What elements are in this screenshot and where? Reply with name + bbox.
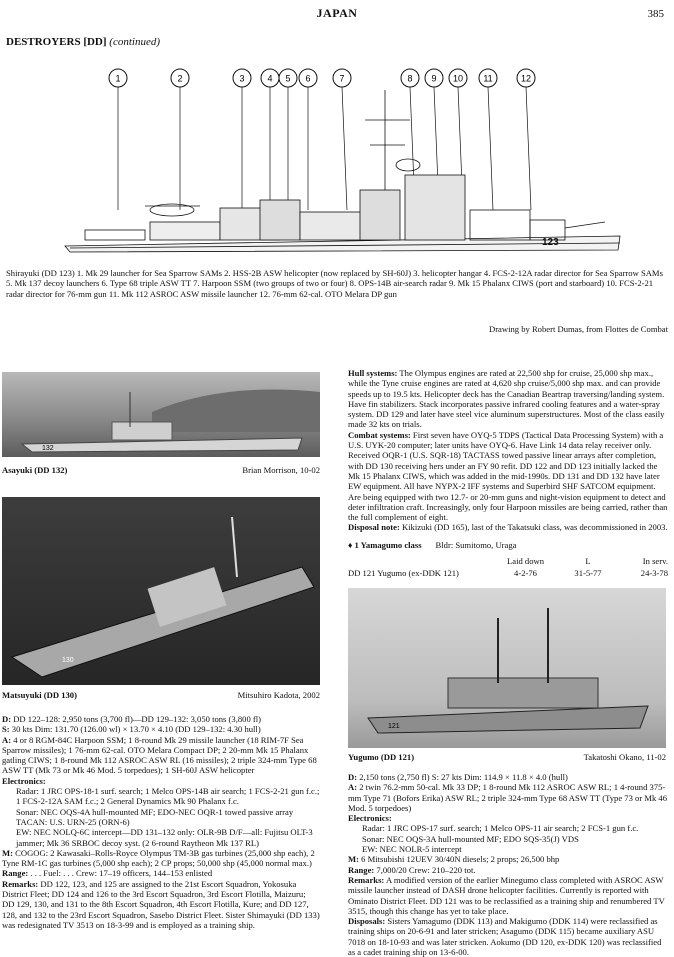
spec-text: . . . Fuel: . . . Crew: 17–19 officers, 144–153 enlisted bbox=[28, 868, 213, 879]
spec-text: 7,000/20 Crew: 210–220 tot. bbox=[374, 864, 476, 875]
spec-text: DD 122, 123, and 125 are assigned to the 21st Escort Squadron, Yokosuka District Fleet; DD 124 and 126 to the 3rd Escort Squadron, 3rd Escort Flotilla, Maizuru; DD 129, 130, and 131 to the 8th Escort Squadron, 4th Escort Flotilla, Kure; and DD 127, 128, and 132 to the 23rd Escort Squadron, Sasebo District Fleet. Sister Shimayuki (DD 133) was redesignated TV 3513 on 18-3-99 and is employed as a training ship. bbox=[2, 878, 320, 930]
spec-text: COGOG: 2 Kawasaki–Rolls-Royce Olympus TM-3B gas turbines (25,000 shp each), 2 Tyne RM-1C gas turbines (5,000 shp each); 2 CP props; 50,000 shp (45,000 normal max.) bbox=[2, 847, 315, 869]
spec-text: 6 Mitsubishi 12UEV 30/40N diesels; 2 props; 26,500 bhp bbox=[358, 854, 560, 865]
spec-paragraph bbox=[362, 844, 668, 854]
callout-number: 6 bbox=[305, 73, 311, 84]
asayuki-caption: Asayuki (DD 132) bbox=[2, 465, 68, 475]
matsuyuki-credit: Mitsuhiro Kadota, 2002 bbox=[237, 690, 320, 700]
section-title: DESTROYERS [DD] bbox=[6, 36, 107, 48]
svg-text:132: 132 bbox=[42, 445, 54, 452]
spec-label: Hull systems: bbox=[348, 368, 398, 378]
spec-text: 30 kts Dim: 131.70 (126.00 wl) × 13.70 × 4.10 (DD 129–132: 4.30 hull) bbox=[9, 724, 261, 735]
yugumo-photo bbox=[348, 588, 666, 748]
destroyer-specs-right bbox=[348, 368, 668, 533]
asayuki-credit: Brian Morrison, 10-02 bbox=[242, 465, 320, 475]
spec-text: The Olympus engines are rated at 22,500 shp for cruise, 25,000 shp max., while the Tyne cruise engines are rated at 4,620 shp cruise/5,000 shp max. and can provide speeds up to 19.5 kts. Helicopter deck has the Canadian Beartrap traversing/landing system. Have fin stabilizers. Stack incorporates passive infrared cooling features and a water-spray system. DD 129 and later have steel vice aluminum superstructures. Most of the class easily made 32 kts on trials. bbox=[348, 368, 665, 430]
spec-paragraph bbox=[348, 813, 668, 823]
spec-text: 2 twin 76.2-mm 50-cal. Mk 33 DP; 1 8-round Mk 112 ASROC ASW RL; 1 4-round 375-mm Type 71 (Bofors Erika) ASW RL; 2 triple 324-mm Type 68 ASW TT (Type 73 or Mk 46 Mod. 5 torpedoes) bbox=[348, 782, 668, 813]
spec-label: A: bbox=[348, 782, 358, 793]
matsuyuki-photo bbox=[2, 497, 320, 685]
spec-text: TACAN: U.S. URN-25 (ORN-6) bbox=[16, 816, 130, 827]
spec-paragraph bbox=[2, 868, 320, 878]
asayuki-silhouette bbox=[2, 372, 320, 457]
spec-paragraph bbox=[348, 854, 668, 864]
spec-label: S: bbox=[2, 724, 10, 735]
callout-number: 2 bbox=[177, 73, 183, 84]
drawing-credit: Drawing by Robert Dumas, from Flottes de Combat bbox=[488, 324, 668, 334]
ship-profile-drawing bbox=[60, 60, 640, 260]
spec-paragraph bbox=[16, 817, 320, 827]
callout-number: 4 bbox=[267, 73, 273, 84]
spec-paragraph bbox=[362, 834, 668, 844]
spec-label: Remarks: bbox=[2, 878, 39, 889]
table-row: DD 121 Yugumo (ex-DDK 121) 4-2-76 31-5-77 24-3-78 bbox=[348, 568, 668, 578]
matsuyuki-silhouette bbox=[2, 497, 320, 685]
svg-text:130: 130 bbox=[62, 657, 74, 664]
spec-text: Sisters Yamagumo (DDK 113) and Makigumo (DDK 114) were reclassified as training ships on 20-6-91 and later stricken; Asagumo (DDK 115) became auxiliary ASU 7018 on 18-10-93 and was later stricken. Aokumo (DD 120, ex-DDK 120) was reclassified as a cadet training ship on 13-6-00. bbox=[348, 916, 662, 957]
callout-number: 9 bbox=[431, 73, 437, 84]
callout-number: 7 bbox=[339, 73, 345, 84]
spec-label: Electronics: bbox=[348, 813, 392, 824]
section-note: (continued) bbox=[109, 36, 160, 48]
page-running-title: JAPAN bbox=[316, 6, 358, 20]
yamagumo-table: Laid down L In serv. DD 121 Yugumo (ex-DDK 121) 4-2-76 31-5-77 24-3-78 bbox=[348, 556, 668, 578]
yugumo-caption: Yugumo (DD 121) bbox=[348, 752, 415, 762]
spec-paragraph bbox=[348, 430, 668, 523]
spec-text: First seven have OYQ-5 TDPS (Tactical Data Processing System) with a U.S. UYK-20 computer; later units have OYQ-6. Have Link 14 data relay receiver only. Received OQR-1 (U.S. SQR-18) TACTASS towed passive linear arrays after completion, with DD 130 receiving hers under an FY 90 refit. DD 122 and DD 123 initially lacked the Mk 15 Phalanx CIWS, which was added in the mid-1990s. DD 131 and DD 132 have later EW equipment. All have NYPX-2 IFF systems and Superbird SHF SATCOM equipment. Are being equipped with two 12.7- or 20-mm guns and night-vision equipment to detect and deter infiltration craft. Increasingly, only four Harpoon missiles are being carried, rather than the full complement of eight. bbox=[348, 429, 668, 523]
spec-paragraph bbox=[348, 368, 668, 430]
spec-label: A: bbox=[2, 734, 12, 745]
spec-text: Sonar: NEC OQS-4A hull-mounted MF; EDO-NEC OQR-1 towed passive array bbox=[16, 806, 294, 817]
spec-text: Sonar: NEC OQS-3A hull-mounted MF; EDO SQS-35(J) VDS bbox=[362, 833, 579, 844]
matsuyuki-caption: Matsuyuki (DD 130) bbox=[2, 690, 77, 700]
callout-number: 11 bbox=[483, 73, 493, 84]
spec-text: EW: NEC NOLQ-6C intercept—DD 131–132 only: OLR-9B D/F—all: Fujitsu OLT-3 jammer; Mk 36 SRBOC decoy syst. (2 6-round Raytheon Mk 137 RL) bbox=[16, 827, 313, 848]
yamagumo-specs bbox=[348, 772, 668, 957]
svg-text:121: 121 bbox=[388, 723, 400, 730]
spec-paragraph bbox=[2, 735, 320, 776]
asayuki-photo bbox=[2, 372, 320, 457]
spec-paragraph bbox=[2, 776, 320, 786]
spec-paragraph bbox=[16, 827, 320, 848]
spec-text: 2,150 tons (2,750 fl) S: 27 kts Dim: 114.9 × 11.8 × 4.0 (hull) bbox=[357, 772, 568, 782]
spec-text: 4 or 8 RGM-84C Harpoon SSM; 1 8-round Mk 29 missile launcher (18 RIM-7F Sea Sparrow missiles); 1 76-mm 62-cal. OTO Melara Compact DP; 2 20-mm Mk 15 Phalanx gatling CIWS; 1 8-round Mk 112 ASROC ASW RL (16 missiles); 2 triple 324-mm Type 68 ASW TT (Mk 73 or Mk 46 Mod. 5 torpedoes); 1 SH-60J ASW helicopter bbox=[2, 734, 317, 776]
spec-paragraph bbox=[348, 522, 668, 532]
spec-label: Disposals: bbox=[348, 916, 386, 927]
spec-paragraph bbox=[348, 782, 668, 813]
spec-text: A modified version of the earlier Minegumo class completed with ASROC ASW missile launcher instead of DASH drone helicopter facilities. Currently is reported with Ominato District Fleet. DD 121 was to be reclassified as a training ship and renumbered TV 3515, though this change has yet to take place. bbox=[348, 874, 665, 916]
callout-number: 10 bbox=[452, 73, 464, 84]
callout-number: 5 bbox=[285, 73, 291, 84]
spec-text: EW: NEC NOLR-5 intercept bbox=[362, 844, 462, 855]
yugumo-credit: Takatoshi Okano, 11-02 bbox=[583, 752, 666, 762]
spec-text: Radar: 1 JRC OPS-18-1 surf. search; 1 Melco OPS-14B air search; 1 FCS-2-21 gun f.c.; 1 FCS-2-12A SAM f.c.; 2 General Dynamics Mk 90 Phalanx f.c. bbox=[16, 786, 320, 807]
spec-paragraph bbox=[348, 865, 668, 875]
spec-paragraph bbox=[2, 879, 320, 930]
spec-text: DD 122–128: 2,950 tons (3,700 fl)—DD 129–132: 3,050 tons (3,800 fl) bbox=[11, 714, 262, 724]
spec-paragraph bbox=[2, 848, 320, 869]
callout-number: 12 bbox=[520, 73, 532, 84]
spec-paragraph bbox=[16, 786, 320, 807]
spec-paragraph bbox=[348, 772, 668, 782]
callout-number: 1 bbox=[115, 73, 121, 84]
spec-label: Disposal note: bbox=[348, 522, 400, 533]
spec-label: M: bbox=[348, 854, 359, 865]
shirayuki-caption: Shirayuki (DD 123) 1. Mk 29 launcher for Sea Sparrow SAMs 2. HSS-2B ASW helicopter (now replaced by SH-60J) 3. helicopter hangar 4. FCS-2-12A radar director for Sea Sparrow SAMs 5. Mk 137 decoy launchers 6. Type 68 triple ASW TT 7. Harpoon SSM (two groups of two or four) 8. OPS-14B air-search radar 9. Mk 15 Phalanx CIWS (port and starboard) 10. FCS-2-21 radar director for 76-mm gun 11. Mk 112 ASROC ASW missile launcher 12. 76-mm 62-cal. OTO Melara DP gun bbox=[6, 268, 663, 299]
spec-text: Radar: 1 JRC OPS-17 surf. search; 1 Melco OPS-11 air search; 2 FCS-1 gun f.c. bbox=[362, 823, 639, 834]
page-number: 385 bbox=[647, 8, 664, 20]
callout-number: 8 bbox=[407, 73, 413, 84]
spec-paragraph bbox=[2, 714, 320, 724]
spec-label: Electronics: bbox=[2, 775, 46, 786]
spec-paragraph bbox=[2, 724, 320, 734]
callout-group bbox=[109, 69, 535, 210]
yamagumo-heading: ♦ 1 Yamagumo class Bldr: Sumitomo, Uraga bbox=[348, 540, 517, 550]
section-heading bbox=[6, 36, 160, 48]
spec-label: Range: bbox=[2, 868, 29, 879]
spec-paragraph bbox=[362, 823, 668, 833]
spec-label: Combat systems: bbox=[348, 429, 411, 440]
destroyer-specs-left bbox=[2, 714, 320, 930]
spec-label: D: bbox=[2, 714, 12, 724]
yugumo-silhouette bbox=[348, 588, 666, 748]
spec-label: Remarks: bbox=[348, 874, 385, 885]
spec-paragraph bbox=[16, 807, 320, 817]
spec-paragraph bbox=[348, 916, 668, 957]
spec-label: Range: bbox=[348, 864, 375, 875]
callout-number: 3 bbox=[239, 73, 245, 84]
drawing-hull-number: 123 bbox=[542, 237, 559, 248]
spec-label: D: bbox=[348, 772, 358, 782]
spec-label: M: bbox=[2, 847, 13, 858]
spec-paragraph bbox=[348, 875, 668, 916]
spec-text: Kikizuki (DD 165), last of the Takatsuki class, was decommissioned in 2003. bbox=[399, 522, 668, 533]
